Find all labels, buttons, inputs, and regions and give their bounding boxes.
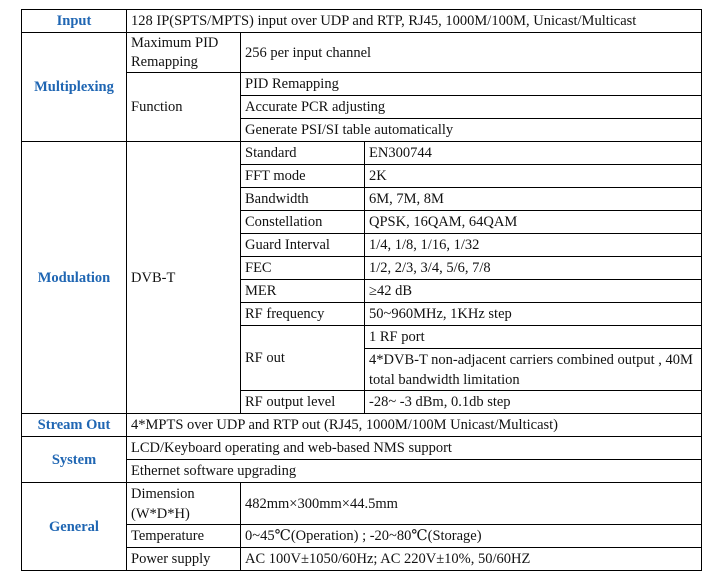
- param-value: EN300744: [365, 142, 702, 165]
- function-item: PID Remapping: [241, 73, 702, 96]
- max-pid-label: Maximum PID Remapping: [127, 33, 241, 73]
- input-label: Input: [22, 10, 127, 33]
- stream-out-text: 4*MPTS over UDP and RTP out (RJ45, 1000M/100M Unicast/Multicast): [127, 414, 702, 437]
- general-label: General: [22, 483, 127, 571]
- function-item: Accurate PCR adjusting: [241, 96, 702, 119]
- stream-out-row: [22, 414, 702, 437]
- modulation-label: Modulation: [22, 142, 127, 414]
- function-label: Function: [127, 73, 241, 142]
- temperature-label: Temperature: [127, 525, 241, 548]
- param-value: 1/2, 2/3, 3/4, 5/6, 7/8: [365, 257, 702, 280]
- system-label: System: [22, 437, 127, 483]
- power-label: Power supply: [127, 548, 241, 571]
- rf-level-value: -28~ -3 dBm, 0.1db step: [365, 391, 702, 414]
- rf-level-label: RF output level: [241, 391, 365, 414]
- param-key: Standard: [241, 142, 365, 165]
- param-key: RF frequency: [241, 303, 365, 326]
- general-row: [22, 483, 702, 525]
- param-key: FEC: [241, 257, 365, 280]
- dimension-label: Dimension (W*D*H): [127, 483, 241, 525]
- modulation-row: [22, 142, 702, 165]
- multiplexing-row: [22, 33, 702, 73]
- spec-table: [21, 9, 702, 571]
- max-pid-value: 256 per input channel: [241, 33, 702, 73]
- stream-out-label: Stream Out: [22, 414, 127, 437]
- param-value: 1/4, 1/8, 1/16, 1/32: [365, 234, 702, 257]
- param-key: Guard Interval: [241, 234, 365, 257]
- system-item: LCD/Keyboard operating and web-based NMS support: [127, 437, 702, 460]
- multiplexing-label: Multiplexing: [22, 33, 127, 142]
- rf-out-label: RF out: [241, 326, 365, 391]
- param-value: 50~960MHz, 1KHz step: [365, 303, 702, 326]
- input-row: [22, 10, 702, 33]
- param-key: Constellation: [241, 211, 365, 234]
- rf-out-value: 1 RF port: [365, 326, 702, 349]
- param-value: QPSK, 16QAM, 64QAM: [365, 211, 702, 234]
- param-key: MER: [241, 280, 365, 303]
- param-value: 6M, 7M, 8M: [365, 188, 702, 211]
- system-row: [22, 437, 702, 460]
- function-item: Generate PSI/SI table automatically: [241, 119, 702, 142]
- input-text: 128 IP(SPTS/MPTS) input over UDP and RTP, RJ45, 1000M/100M, Unicast/Multicast: [127, 10, 702, 33]
- param-key: Bandwidth: [241, 188, 365, 211]
- power-value: AC 100V±1050/60Hz; AC 220V±10%, 50/60HZ: [241, 548, 702, 571]
- modulation-standard: DVB-T: [127, 142, 241, 414]
- param-key: FFT mode: [241, 165, 365, 188]
- param-value: 2K: [365, 165, 702, 188]
- dimension-value: 482mm×300mm×44.5mm: [241, 483, 702, 525]
- param-value: ≥42 dB: [365, 280, 702, 303]
- temperature-value: 0~45℃(Operation) ; -20~80℃(Storage): [241, 525, 702, 548]
- rf-out-value: 4*DVB-T non-adjacent carriers combined output , 40M total bandwidth limitation: [365, 349, 702, 391]
- system-item: Ethernet software upgrading: [127, 460, 702, 483]
